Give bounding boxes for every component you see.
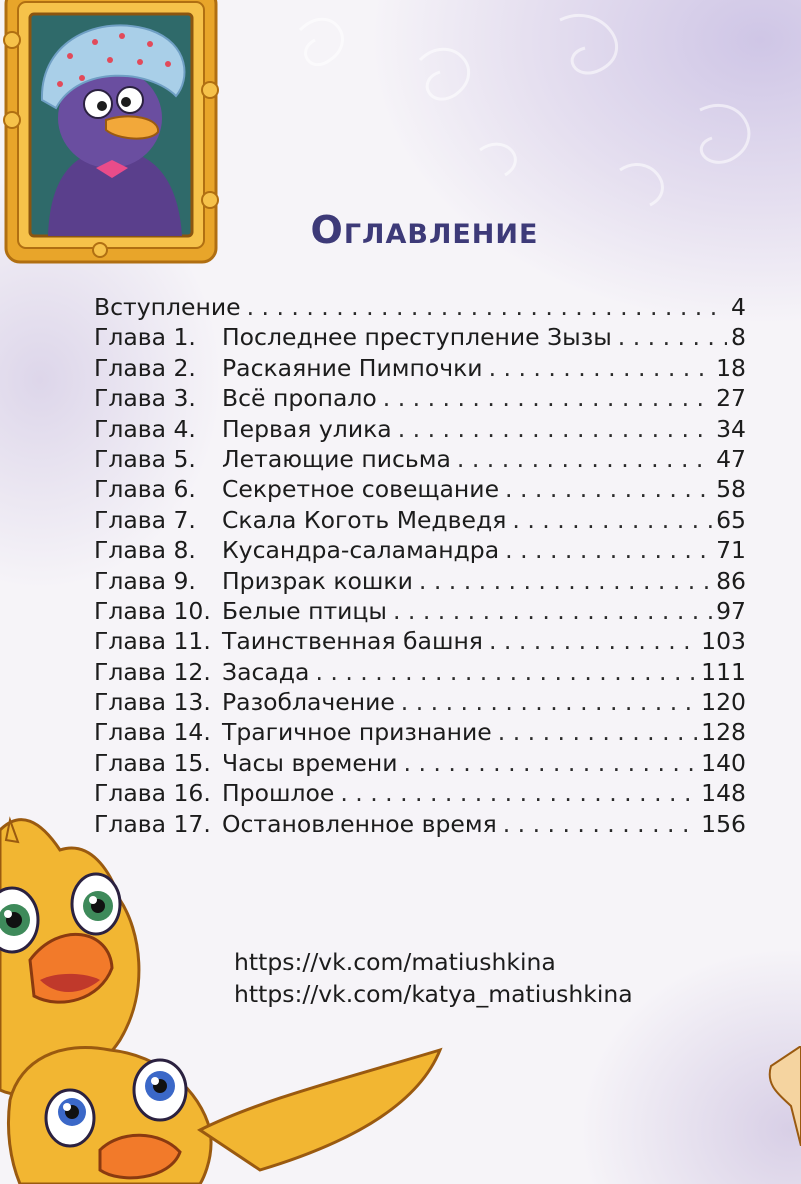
toc-entry-page: 27 — [716, 384, 746, 413]
chick-illustration-icon — [0, 800, 460, 1184]
toc-entry-title: Засада — [222, 657, 310, 686]
toc-entry-title: Призрак кошки — [222, 566, 413, 595]
toc-entry-page: 65 — [716, 505, 746, 534]
toc-dot-leader — [398, 414, 712, 444]
toc-entry[interactable] — [94, 535, 746, 565]
toc-entry-page: 18 — [716, 353, 746, 382]
title-text: Оглавление — [310, 208, 539, 252]
toc-entry[interactable] — [94, 596, 746, 626]
toc-entry-chapter-number: Глава 11. — [94, 627, 211, 656]
toc-entry-chapter-number: Глава 10. — [94, 596, 211, 625]
toc-entry-chapter-number: Глава 16. — [94, 779, 211, 808]
toc-entry-title: Кусандра-саламандра — [222, 536, 500, 565]
toc-entry-page: 4 — [731, 293, 746, 321]
toc-entry-chapter-number: Глава 13. — [94, 688, 211, 717]
table-of-contents — [94, 292, 746, 839]
vk-link[interactable]: https://vk.com/matiushkina — [234, 948, 556, 976]
toc-entry-chapter-number: Глава 8. — [94, 536, 196, 565]
toc-entry-chapter-number: Глава 14. — [94, 718, 211, 747]
toc-dot-leader — [512, 505, 712, 535]
toc-entry[interactable] — [94, 292, 746, 322]
toc-entry[interactable] — [94, 383, 746, 413]
toc-dot-leader — [419, 566, 712, 596]
toc-entry-page: 156 — [701, 809, 746, 838]
toc-dot-leader — [505, 535, 712, 565]
toc-entry-chapter-number: Глава 6. — [94, 475, 196, 504]
bird-tail-icon — [761, 1046, 801, 1146]
toc-entry-page: 111 — [701, 657, 746, 686]
toc-entry[interactable] — [94, 444, 746, 474]
toc-dot-leader — [489, 353, 713, 383]
toc-entry-title: Раскаяние Пимпочки — [222, 353, 483, 382]
toc-dot-leader — [247, 292, 727, 322]
toc-dot-leader — [503, 809, 697, 839]
toc-entry-page: 120 — [701, 688, 746, 717]
toc-entry-chapter-number: Глава 2. — [94, 353, 196, 382]
toc-dot-leader — [505, 474, 712, 504]
toc-entry-title: Летающие письма — [222, 444, 451, 473]
toc-entry[interactable] — [94, 505, 746, 535]
toc-entry-title: Скала Коготь Медведя — [222, 505, 507, 534]
toc-dot-leader — [315, 657, 697, 687]
toc-entry[interactable] — [94, 687, 746, 717]
toc-entry-page: 34 — [716, 414, 746, 443]
toc-entry-title: Часы времени — [222, 748, 398, 777]
toc-entry-page: 86 — [716, 566, 746, 595]
toc-entry-chapter-number: Глава 12. — [94, 657, 211, 686]
toc-entry-title: Первая улика — [222, 414, 392, 443]
toc-entry-chapter-number: Глава 9. — [94, 566, 196, 595]
toc-entry[interactable] — [94, 353, 746, 383]
toc-entry[interactable] — [94, 566, 746, 596]
toc-entry-chapter-number: Глава 1. — [94, 323, 196, 352]
toc-dot-leader — [457, 444, 712, 474]
toc-entry-title: Последнее преступление Зызы — [222, 323, 612, 352]
toc-entry[interactable] — [94, 748, 746, 778]
toc-entry-title: Вступление — [94, 293, 241, 321]
toc-entry-chapter-number: Глава 5. — [94, 444, 196, 473]
toc-entry[interactable] — [94, 717, 746, 747]
toc-dot-leader — [393, 596, 712, 626]
toc-entry-page: 8 — [731, 323, 746, 352]
toc-entry-page: 97 — [716, 596, 746, 625]
toc-entry-title: Всё пропало — [222, 384, 377, 413]
toc-dot-leader — [383, 383, 712, 413]
toc-entry-chapter-number: Глава 17. — [94, 809, 211, 838]
toc-entry-title: Секретное совещание — [222, 475, 500, 504]
toc-entry-title: Таинственная башня — [222, 627, 483, 656]
toc-entry-chapter-number: Глава 15. — [94, 748, 211, 777]
toc-entry-page: 140 — [701, 748, 746, 777]
toc-entry[interactable] — [94, 322, 746, 352]
toc-entry[interactable] — [94, 626, 746, 656]
toc-entry-page: 103 — [701, 627, 746, 656]
toc-entry[interactable] — [94, 657, 746, 687]
page-title — [0, 208, 801, 252]
toc-entry-chapter-number: Глава 7. — [94, 505, 196, 534]
toc-entry-title: Разоблачение — [222, 688, 395, 717]
toc-entry-title: Остановленное время — [222, 809, 497, 838]
toc-entry[interactable] — [94, 474, 746, 504]
toc-entry-title: Белые птицы — [222, 596, 387, 625]
toc-dot-leader — [404, 748, 698, 778]
vk-link[interactable]: https://vk.com/katya_matiushkina — [234, 980, 633, 1008]
toc-entry[interactable] — [94, 414, 746, 444]
toc-entry-page: 71 — [716, 536, 746, 565]
toc-entry-chapter-number: Глава 3. — [94, 384, 196, 413]
toc-entry-page: 47 — [716, 444, 746, 473]
toc-dot-leader — [401, 687, 697, 717]
toc-entry-page: 128 — [701, 718, 746, 747]
toc-entry-title: Трагичное признание — [222, 718, 492, 747]
toc-dot-leader — [498, 717, 697, 747]
toc-entry-title: Прошлое — [222, 779, 335, 808]
toc-dot-leader — [618, 322, 727, 352]
toc-dot-leader — [489, 626, 697, 656]
toc-entry-page: 58 — [716, 475, 746, 504]
toc-entry-page: 148 — [701, 779, 746, 808]
toc-entry-chapter-number: Глава 4. — [94, 414, 196, 443]
